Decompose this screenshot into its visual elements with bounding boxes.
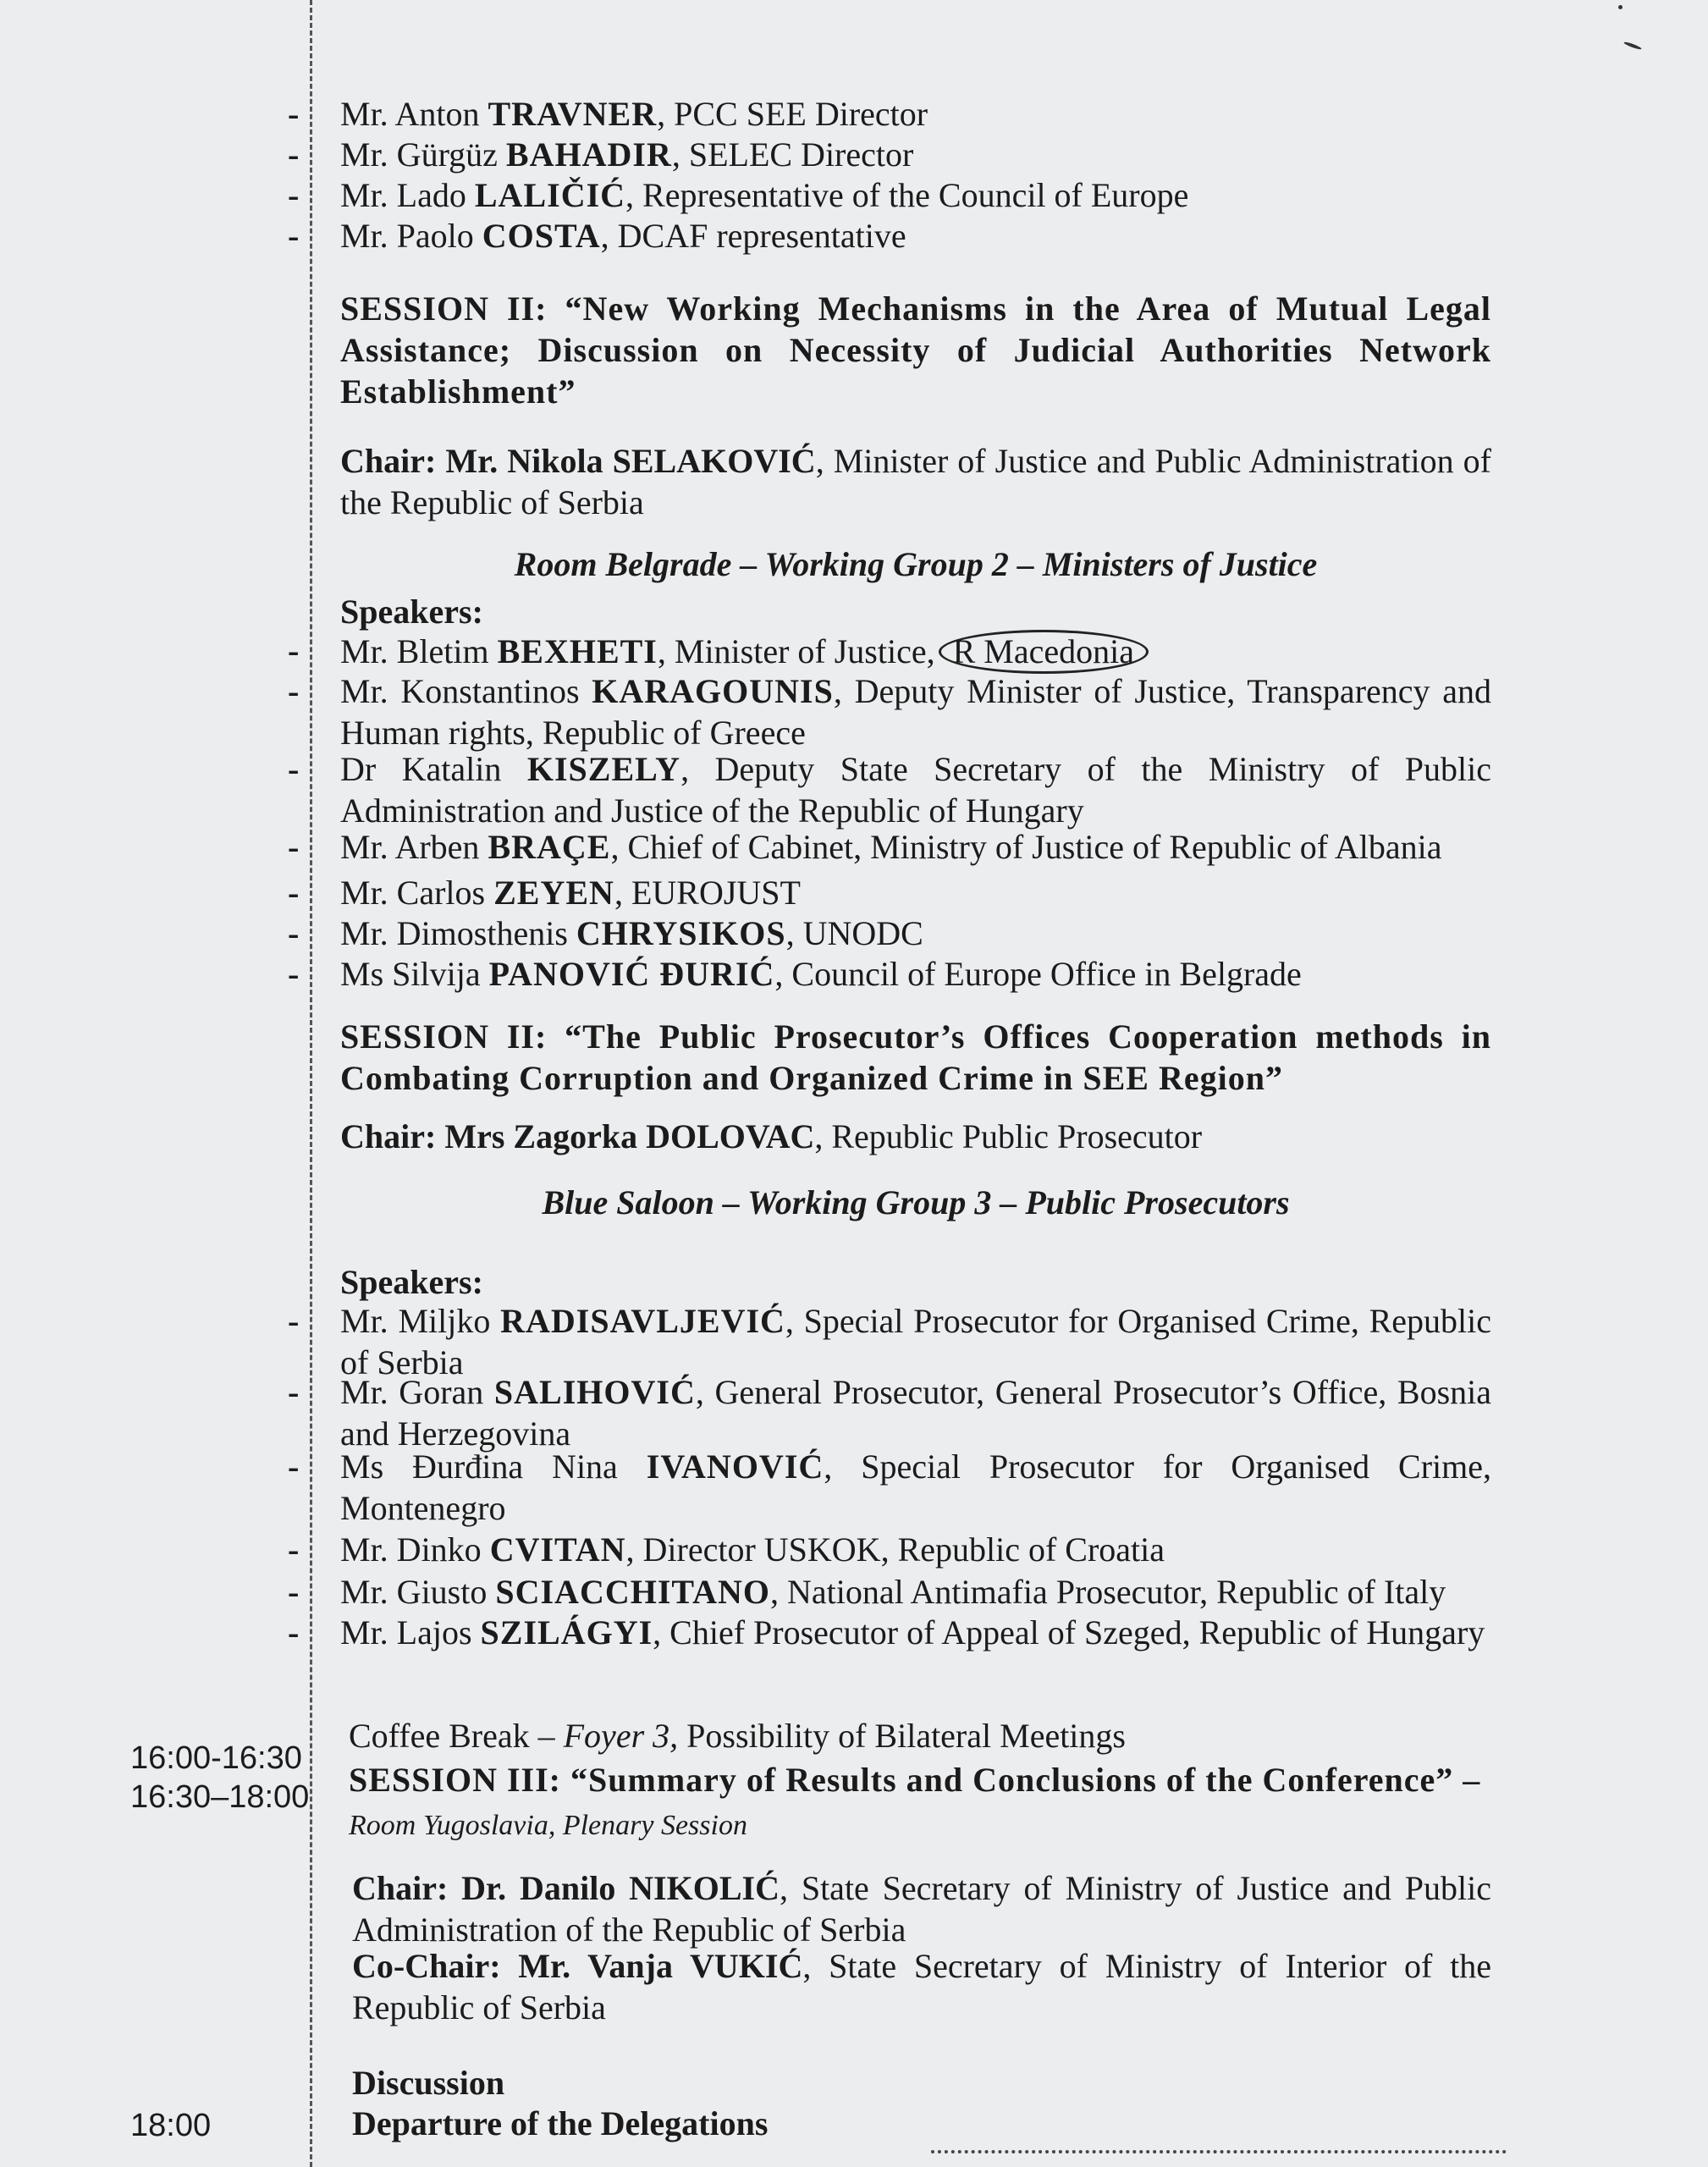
bullet: - xyxy=(288,95,300,133)
time-session3: 16:30–18:00 xyxy=(130,1779,310,1815)
speaker-role: , UNODC xyxy=(785,914,923,952)
speaker-surname: CHRYSIKOS xyxy=(576,914,786,952)
session3-heading: SESSION III: “Summary of Results and Conclusions of the Conference” – xyxy=(349,1761,1481,1799)
participant-surname: LALIČIĆ xyxy=(474,176,626,214)
session-chair xyxy=(340,440,1491,523)
speaker-row xyxy=(288,748,1492,831)
speaker-role: , General Prosecutor, General Prosecutor’s Office, Bosnia and Herzegovina xyxy=(340,1373,1491,1453)
participant-row xyxy=(288,134,914,175)
speaker-row xyxy=(288,1446,1492,1529)
participant-role: , SELEC Director xyxy=(671,135,914,174)
participant-surname: TRAVNER xyxy=(488,95,658,133)
room-heading: Blue Saloon – Working Group 3 – Public Prosecutors xyxy=(542,1183,1290,1221)
participant-title: Mr. Lado xyxy=(340,176,466,214)
speaker-row xyxy=(288,1529,1165,1570)
speaker-role: , National Antimafia Prosecutor, Republic of Italy xyxy=(770,1573,1446,1611)
session3-cochair xyxy=(352,1945,1491,2028)
chair-role: , Republic Public Prosecutor xyxy=(814,1117,1203,1155)
speaker-title: Mr. Konstantinos xyxy=(340,672,580,710)
speaker-title: Mr. Arben xyxy=(340,828,480,866)
bullet: - xyxy=(288,1573,300,1611)
bullet: - xyxy=(288,135,300,174)
session-chair xyxy=(340,1116,1202,1157)
speaker-role: , Director USKOK, Republic of Croatia xyxy=(625,1530,1165,1569)
bullet: - xyxy=(288,1447,300,1486)
speaker-title: Dr Katalin xyxy=(340,750,502,788)
speaker-role: , Deputy Minister of Justice, Transparency and Human rights, Republic of Greece xyxy=(340,672,1491,752)
speakers-label: Speakers: xyxy=(340,593,483,631)
coffee-location: Foyer 3, xyxy=(563,1717,679,1755)
speaker-title: Mr. Miljko xyxy=(340,1302,491,1340)
bullet: - xyxy=(288,176,300,214)
speaker-surname: RADISAVLJEVIĆ xyxy=(500,1302,785,1340)
speaker-row xyxy=(288,953,1302,995)
speaker-title: Mr. Carlos xyxy=(340,874,486,912)
departure-label: Departure of the Delegations xyxy=(352,2104,769,2142)
speaker-title: Mr. Bletim xyxy=(340,632,489,670)
bullet: - xyxy=(288,1302,300,1340)
speaker-title: Mr. Lajos xyxy=(340,1613,472,1651)
participant-role: , PCC SEE Director xyxy=(657,95,928,133)
speaker-title: Mr. Dimosthenis xyxy=(340,914,568,952)
cochair-role: , State Secretary of Ministry of Interior of the Republic of Serbia xyxy=(352,1947,1491,2026)
bullet: - xyxy=(288,1373,300,1411)
speaker-role: , Chief of Cabinet, Ministry of Justice of Republic of Albania xyxy=(610,828,1442,866)
speaker-surname: CVITAN xyxy=(489,1530,626,1569)
participant-title: Mr. Gürgüz xyxy=(340,135,498,174)
speaker-row xyxy=(288,670,1491,753)
speaker-role: , Minister of Justice, xyxy=(657,632,935,670)
session3-room: Room Yugoslavia, Plenary Session xyxy=(349,1810,747,1841)
speaker-role: , Council of Europe Office in Belgrade xyxy=(774,955,1302,993)
speaker-surname: SCIACCHITANO xyxy=(495,1573,770,1611)
speaker-row xyxy=(288,1571,1446,1613)
bullet: - xyxy=(288,874,300,912)
chair-label: Chair: Mrs Zagorka DOLOVAC xyxy=(340,1117,815,1155)
speaker-title: Mr. Dinko xyxy=(340,1530,482,1569)
bullet: - xyxy=(288,1613,300,1651)
bullet: - xyxy=(288,914,300,952)
speakers-label: Speakers: xyxy=(340,1263,483,1301)
chair-role: , State Secretary of Ministry of Justice and Public Administration of the Republic of Serbia xyxy=(352,1869,1491,1949)
bullet: - xyxy=(288,631,300,670)
coffee-label: Coffee Break – xyxy=(349,1717,564,1755)
session-heading: SESSION II: “New Working Mechanisms in the Area of Mutual Legal Assistance; Discussion on Necessity of Judicial Authorities Network Establishment” xyxy=(340,289,1491,411)
speaker-title: Mr. Giusto xyxy=(340,1573,488,1611)
bullet: - xyxy=(288,828,300,866)
speaker-role: , Deputy State Secretary of the Ministry of Public Administration and Justice of the Republic of Hungary xyxy=(340,750,1492,830)
chair-label: Chair: Dr. Danilo NIKOLIĆ xyxy=(352,1869,780,1907)
speaker-surname: SZILÁGYI xyxy=(480,1613,653,1651)
cochair-label: Co-Chair: Mr. Vanja VUKIĆ xyxy=(352,1947,803,1985)
bullet: - xyxy=(288,672,300,710)
participant-surname: COSTA xyxy=(482,217,601,255)
participant-row xyxy=(288,215,906,256)
speaker-role: , Special Prosecutor for Organised Crime, Republic of Serbia xyxy=(340,1302,1492,1381)
margin-divider xyxy=(310,0,312,2167)
coffee-break xyxy=(349,1715,1126,1756)
time-coffee: 16:00-16:30 xyxy=(130,1740,302,1776)
bullet: - xyxy=(288,217,300,255)
speaker-role: , Special Prosecutor for Organised Crime, Montenegro xyxy=(340,1447,1492,1527)
bullet: - xyxy=(288,750,300,788)
speaker-role: , EUROJUST xyxy=(614,874,801,912)
bullet: - xyxy=(288,1530,300,1569)
participant-title: Mr. Paolo xyxy=(340,217,474,255)
speaker-row xyxy=(288,1371,1491,1454)
bottom-dotted-rule xyxy=(931,2150,1507,2153)
participant-role: , DCAF representative xyxy=(600,217,906,255)
participant-row xyxy=(288,174,1189,216)
coffee-note: Possibility of Bilateral Meetings xyxy=(678,1717,1126,1755)
scan-mark xyxy=(1623,41,1642,50)
session-heading: SESSION II: “The Public Prosecutor’s Offices Cooperation methods in Combating Corruption and Organized Crime in SEE Region” xyxy=(340,1017,1491,1097)
speaker-row xyxy=(288,630,1149,674)
speaker-row xyxy=(288,826,1442,868)
speaker-title: Mr. Goran xyxy=(340,1373,484,1411)
scan-speck xyxy=(1618,5,1623,9)
speaker-surname: ZEYEN xyxy=(493,874,614,912)
speaker-title: Ms Đurđina Nina xyxy=(340,1447,618,1486)
participant-row xyxy=(288,93,928,135)
speaker-surname: BRAÇE xyxy=(488,828,611,866)
discussion-label: Discussion xyxy=(352,2064,505,2102)
speaker-surname: KISZELY xyxy=(526,750,681,788)
chair-label: Chair: Mr. Nikola SELAKOVIĆ xyxy=(340,442,816,480)
time-departure: 18:00 xyxy=(130,2108,212,2143)
speaker-surname: PANOVIĆ ĐURIĆ xyxy=(488,955,775,993)
speaker-surname: IVANOVIĆ xyxy=(646,1447,824,1486)
bullet: - xyxy=(288,955,300,993)
chair-role: , Minister of Justice and Public Administration of the Republic of Serbia xyxy=(340,442,1491,521)
speaker-row xyxy=(288,872,801,913)
participant-surname: BAHADIR xyxy=(505,135,672,174)
participant-title: Mr. Anton xyxy=(340,95,480,133)
speaker-row xyxy=(288,1612,1491,1653)
room-heading: Room Belgrade – Working Group 2 – Ministers of Justice xyxy=(514,545,1318,583)
session3-chair xyxy=(352,1867,1491,1950)
circled-annotation: R Macedonia xyxy=(939,630,1149,674)
speaker-surname: KARAGOUNIS xyxy=(592,672,834,710)
speaker-role: , Chief Prosecutor of Appeal of Szeged, Republic of Hungary xyxy=(653,1613,1485,1651)
speaker-surname: BEXHETI xyxy=(497,632,658,670)
speaker-surname: SALIHOVIĆ xyxy=(493,1373,696,1411)
speaker-row xyxy=(288,913,923,954)
participant-role: , Representative of the Council of Europe xyxy=(625,176,1189,214)
speaker-title: Ms Silvija xyxy=(340,955,481,993)
